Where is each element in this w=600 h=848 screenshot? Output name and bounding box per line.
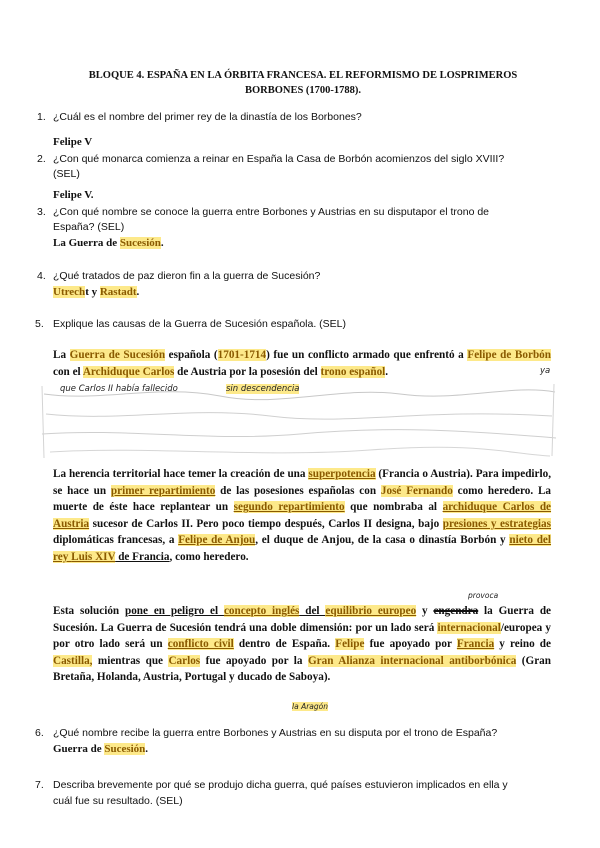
handwritten-note: que Carlos II había fallecido xyxy=(60,384,178,394)
q1-text: ¿Cuál es el nombre del primer rey de la dinastía de los Borbones? xyxy=(53,111,362,123)
q5-text: Explique las causas de la Guerra de Sucesión española. (SEL) xyxy=(53,318,347,330)
pencil-scribble-area xyxy=(40,372,560,462)
q5-paragraph-1: La Guerra de Sucesión española (1701-1714) fue un conflicto armado que enfrentó a Felipe de Borbón con el Archiduque Carlos de Austria por la posesión del trono español. xyxy=(53,349,551,378)
handwritten-aragon: la Aragón xyxy=(292,702,328,711)
q7-text-line1: Describa brevemente por qué se produjo dicha guerra, qué países estuvieron implicados en ella y xyxy=(53,779,508,791)
q5-paragraph-2: La herencia territorial hace temer la creación de una superpotencia (Francia o Austria). Para impedirlo, se hace un primer repartimiento de las posesiones españolas con José Fernando como heredero. La muerte de éste hace replantear un segundo repartimiento que nombraba al archiduque Carlos de Austria sucesor de Carlos II. Pero poco tiempo después, Carlos II designa, bajo presiones y estrategias diplomáticas francesas, a Felipe de Anjou, el duque de Anjou, de la casa o dinastía Borbón y nieto del rey Luis XIV de Francia, como heredero. xyxy=(53,468,552,563)
q5-paragraph-3: Esta solución pone en peligro el concepto inglés del equilibrio europeo y engendra la Guerra de Sucesión. La Guerra de Sucesión tendrá una doble dimensión: por un lado será internacional/europea y por otro lado será un conflicto civil dentro de España. Felipe fue apoyado por Francia y reino de Castilla, mientras que Carlos fue apoyado por la Gran Alianza internacional antiborbónica (Gran Bretaña, Holanda, Austria, Portugal y ducado de Saboya). xyxy=(53,605,552,684)
handwritten-note-highlight: sin descendencia xyxy=(226,384,300,394)
q5-number: 5. xyxy=(35,318,44,330)
q2-text-line1: ¿Con qué monarca comienza a reinar en España la Casa de Borbón acomienzos del siglo XVIII? xyxy=(53,153,505,165)
q1-answer: Felipe V xyxy=(53,136,93,148)
q4-text: ¿Qué tratados de paz dieron fin a la guerra de Sucesión? xyxy=(53,270,321,282)
title-line-1: BLOQUE 4. ESPAÑA EN LA ÓRBITA FRANCESA. EL REFORMISMO DE LOSPRIMEROS xyxy=(88,70,518,81)
q2-number: 2. xyxy=(37,153,46,165)
q3-text-line2: España? (SEL) xyxy=(53,221,125,233)
page-title xyxy=(60,68,546,98)
q1-number: 1. xyxy=(37,111,46,123)
handwritten-ya: ya xyxy=(540,366,551,376)
handwritten-provoca: provoca xyxy=(468,591,499,600)
q4-number: 4. xyxy=(37,270,46,282)
q2-text-line2: (SEL) xyxy=(53,168,80,180)
q6-text: ¿Qué nombre recibe la guerra entre Borbones y Austrias en su disputa por el trono de España? xyxy=(53,727,498,739)
q6-number: 6. xyxy=(35,727,44,739)
q3-text-line1: ¿Con qué nombre se conoce la guerra entre Borbones y Austrias en su disputapor el trono de xyxy=(53,206,490,218)
q7-text-line2: cuál fue su resultado. (SEL) xyxy=(53,795,183,807)
q7-number: 7. xyxy=(35,779,44,791)
q3-answer: La Guerra de Sucesión. xyxy=(53,237,164,249)
q6-answer: Guerra de Sucesión. xyxy=(53,743,149,755)
q3-number: 3. xyxy=(37,206,46,218)
q4-answer: Utrecht y Rastadt. xyxy=(53,286,140,298)
title-line-2: BORBONES (1700-1788). xyxy=(244,85,362,96)
q2-answer: Felipe V. xyxy=(53,189,94,201)
